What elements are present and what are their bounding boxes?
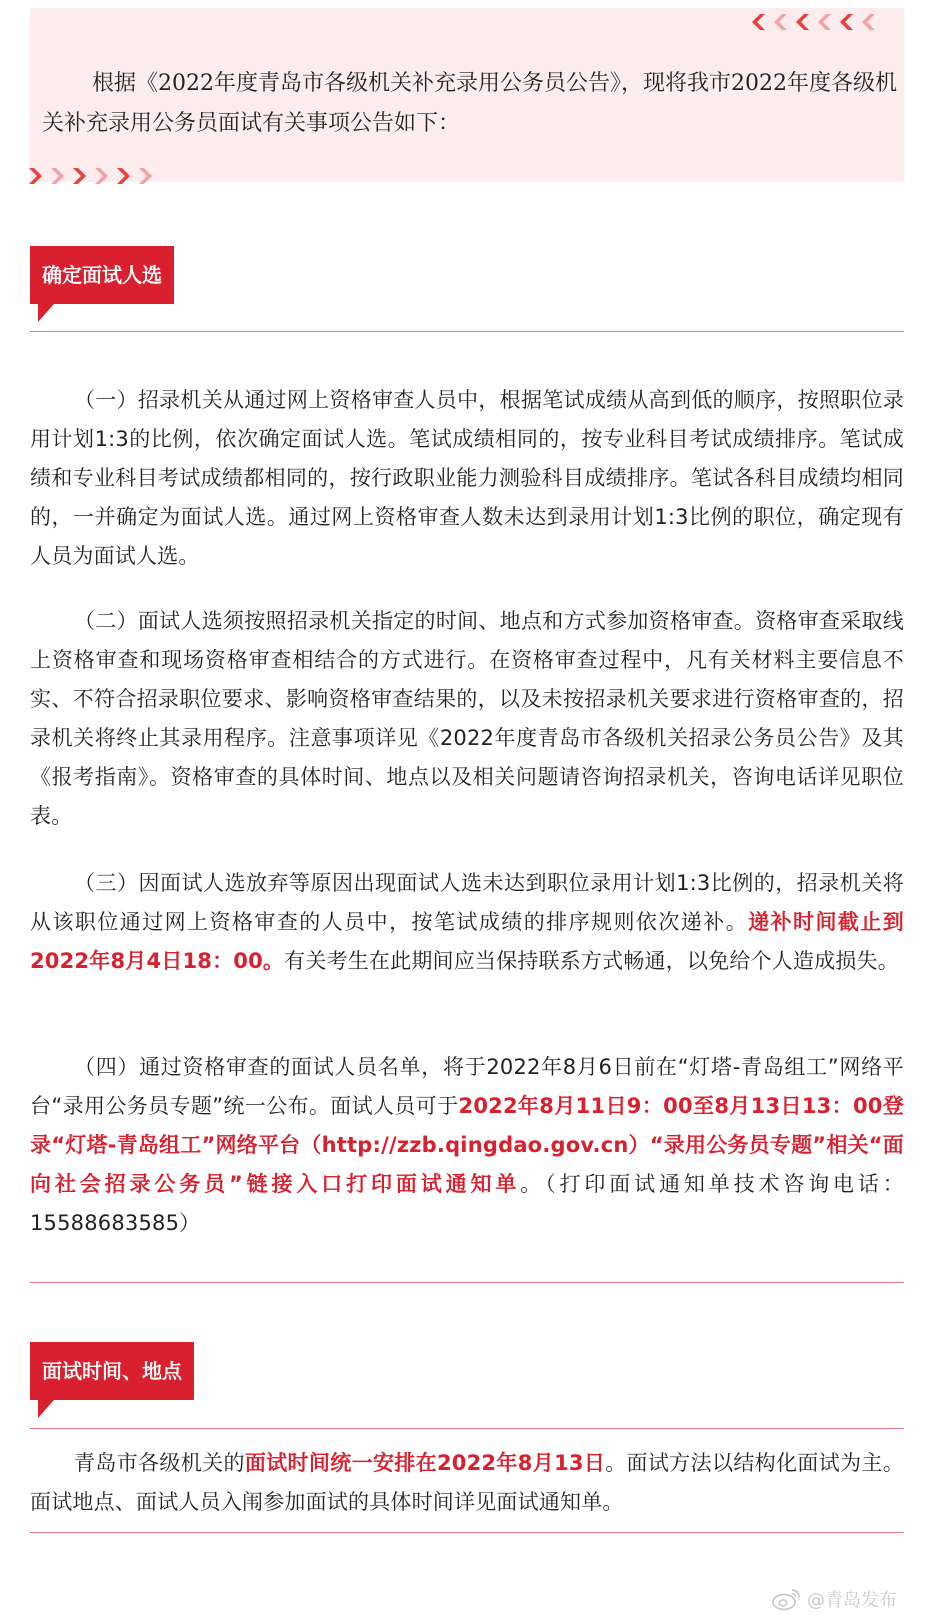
chevron-right-icon: [72, 166, 92, 186]
print-notice-highlight: 2022年8月11日9：00至8月13日13：00登录“灯塔-青岛组工”网络平台（http://zzb.qingdao.gov.cn）“录用公务员专题”相关“面向社会招录公务员”链接入口打印面试通知单: [30, 1094, 904, 1196]
chevron-right-icon: [50, 166, 70, 186]
paragraph-interview-time-text-end: 。面试方法以结构化面试为主。面试地点、面试人员入闱参加面试的具体时间详见面试通知单。: [30, 1451, 904, 1514]
chevron-decoration-top: [746, 12, 876, 32]
chevron-right-icon: [116, 166, 136, 186]
interview-date-highlight: 面试时间统一安排在2022年8月13日: [244, 1451, 606, 1475]
intro-text: 根据《2022年度青岛市各级机关补充录用公务员公告》，现将我市2022年度各级机关补充录用公务员面试有关事项公告如下：: [42, 71, 897, 136]
watermark-text: @青岛发布: [807, 1590, 897, 1611]
section-title-tail: [38, 1400, 54, 1418]
paragraph-interview-time-text: 青岛市各级机关的: [74, 1451, 245, 1475]
chevron-left-icon: [746, 12, 766, 32]
paragraph-1: （一）招录机关从通过网上资格审查人员中，根据笔试成绩从高到低的顺序，按照职位录用计划1:3的比例，依次确定面试人选。笔试成绩相同的，按专业科目考试成绩排序。笔试成绩和专业科目考试成绩都相同的，按行政职业能力测验科目成绩排序。笔试各科目成绩均相同的，一并确定为面试人选。通过网上资格审查人数未达到录用计划1:3比例的职位，确定现有人员为面试人选。: [30, 388, 904, 568]
divider: [30, 1532, 904, 1533]
section-title-tail: [38, 304, 54, 322]
divider: [30, 331, 904, 332]
chevron-decoration-bottom: [28, 166, 158, 186]
paragraph-interview-time: [30, 1444, 904, 1522]
chevron-left-icon: [812, 12, 832, 32]
paragraph-2: （二）面试人选须按照招录机关指定的时间、地点和方式参加资格审查。资格审查采取线上资格审查和现场资格审查相结合的方式进行。在资格审查过程中，凡有关材料主要信息不实、不符合招录职位要求、影响资格审查结果的，以及未按招录机关要求进行资格审查的，招录机关将终止其录用程序。注意事项详见《2022年度青岛市各级机关招录公务员公告》及其《报考指南》。资格审查的具体时间、地点以及相关问题请咨询招录机关，咨询电话详见职位表。: [30, 609, 904, 828]
chevron-left-icon: [768, 12, 788, 32]
paragraph-4: [30, 1048, 904, 1243]
chevron-right-icon: [138, 166, 158, 186]
section-title-interview-candidates: 确定面试人选: [30, 246, 174, 304]
paragraph-4-text: （四）通过资格审查的面试人员名单，将于2022年8月6日前在“灯塔-青岛组工”网络平台“录用公务员专题”统一公布。面试人员可于: [30, 1055, 904, 1118]
chevron-left-icon: [856, 12, 876, 32]
chevron-left-icon: [790, 12, 810, 32]
paragraph-3: [30, 864, 904, 981]
paragraph-3-text: （三）因面试人选放弃等原因出现面试人选未达到职位录用计划1:3比例的，招录机关将从该职位通过网上资格审查的人员中，按笔试成绩的排序规则依次递补。: [30, 871, 904, 934]
chevron-left-icon: [834, 12, 854, 32]
chevron-right-icon: [28, 166, 48, 186]
watermark: [771, 1586, 897, 1612]
divider: [30, 1282, 904, 1283]
paragraph-4-text-end: 。（打印面试通知单技术咨询电话：15588683585）: [30, 1172, 904, 1235]
deadline-highlight: 递补时间截止到2022年8月4日18：00。: [30, 910, 904, 973]
weibo-icon: [771, 1587, 801, 1611]
paragraph-3-text-end: 有关考生在此期间应当保持联系方式畅通，以免给个人造成损失。: [284, 949, 899, 973]
divider: [30, 1428, 904, 1429]
chevron-right-icon: [94, 166, 114, 186]
section-title-interview-time-place: 面试时间、地点: [30, 1342, 194, 1400]
